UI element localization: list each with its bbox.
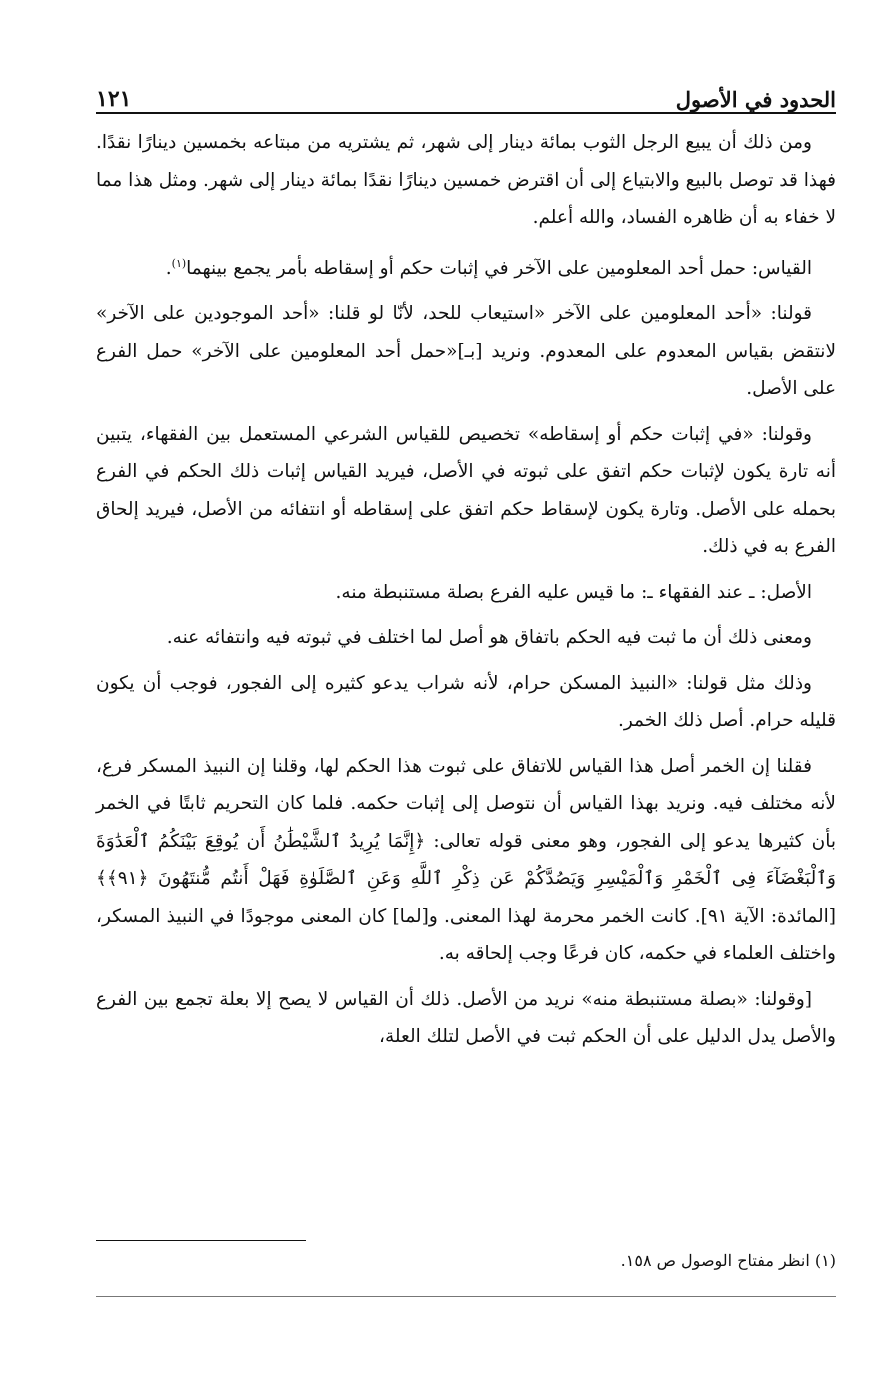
page-header <box>96 72 836 114</box>
page-body <box>96 124 836 1056</box>
book-page <box>96 72 836 1064</box>
bottom-rule <box>96 1296 836 1297</box>
paragraph-2 <box>96 245 836 288</box>
running-title: الحدود في الأصول <box>675 87 836 112</box>
paragraph-1: ومن ذلك أن يبيع الرجل الثوب بمائة دينار إلى شهر، ثم يشتريه من مبتاعه بخمسين دينارًا نقدًا. فهذا قد توصل بالبيع والابتياع إلى أن اقترض خمسين دينارًا نقدًا بمائة دينار إلى شهر. ومثل هذا مما لا خفاء به أن ظاهره الفساد، والله أعلم. <box>96 132 836 228</box>
footnote: (١) انظر مفتاح الوصول ص ١٥٨. <box>620 1251 836 1270</box>
page-number: ١٢١ <box>96 86 132 112</box>
footnote-separator <box>96 1240 306 1241</box>
paragraph-2-text: القياس: حمل أحد المعلومين على الآخر في إثبات حكم أو إسقاطه بأمر يجمع بينهما <box>186 257 812 279</box>
paragraph-7: وذلك مثل قولنا: «النبيذ المسكن حرام، لأنه شراب يدعو كثيره إلى الفجور، فوجب أن يكون قليله حرام. أصل ذلك الخمر. <box>96 672 836 732</box>
paragraph-9: [وقولنا: «بصلة مستنبطة منه» نريد من الأصل. ذلك أن القياس لا يصح إلا بعلة تجمع بين الفرع والأصل يدل الدليل على أن الحكم ثبت في الأصل لتلك العلة، <box>96 988 836 1048</box>
paragraph-4: وقولنا: «في إثبات حكم أو إسقاطه» تخصيص للقياس الشرعي المستعمل بين الفقهاء، يتبين أنه تارة يكون لإثبات حكم اتفق على ثبوته في الأصل، فيريد القياس إثبات ذلك الحكم في الفرع بحمله على الأصل. وتارة يكون لإسقاط حكم اتفق على إسقاطه أو انتفائه من الأصل، فيريد إلحاق الفرع به في ذلك. <box>96 423 836 558</box>
paragraph-8: فقلنا إن الخمر أصل هذا القياس للاتفاق على ثبوت هذا الحكم لها، وقلنا إن النبيذ المسكر فرع، لأنه مختلف فيه. ونريد بهذا القياس أن نتوصل إلى إثبات حكمه. فلما كان التحريم ثابتًا في الخمر بأن كثيرها يدعو إلى الفجور، وهو معنى قوله تعالى: ﴿إِنَّمَا يُرِيدُ ٱلشَّيْطَٰنُ أَن يُوقِعَ بَيْنَكُمُ ٱلْعَدَٰوَةَ وَٱلْبَغْضَآءَ فِى ٱلْخَمْرِ وَٱلْمَيْسِرِ وَيَصُدَّكُمْ عَن ذِكْرِ ٱللَّهِ وَعَنِ ٱلصَّلَوٰةِ فَهَلْ أَنتُم مُّنتَهُونَ ﴿٩١﴾﴾ [المائدة: الآية ٩١]. كانت الخمر محرمة لهذا المعنى. و[لما] كان المعنى موجودًا في النبيذ المسكر، واختلف العلماء في حكمه، كان فرعًا وجب إلحاقه به. <box>96 755 837 965</box>
paragraph-5: الأصل: ـ عند الفقهاء ـ: ما قيس عليه الفرع بصلة مستنبطة منه. <box>335 581 812 603</box>
paragraph-3: قولنا: «أحد المعلومين على الآخر «استيعاب للحد، لأنّا لو قلنا: «أحد الموجودين على الآخر» لانتقض بقياس المعدوم على المعدوم. ونريد [بـ]«حمل أحد المعلومين على الآخر» حمل الفرع على الأصل. <box>96 303 836 400</box>
paragraph-2-end: . <box>165 257 172 279</box>
footnote-reference: (١) <box>171 256 187 270</box>
paragraph-6: ومعنى ذلك أن ما ثبت فيه الحكم باتفاق هو أصل لما اختلف في ثبوته فيه وانتفائه عنه. <box>166 627 812 649</box>
